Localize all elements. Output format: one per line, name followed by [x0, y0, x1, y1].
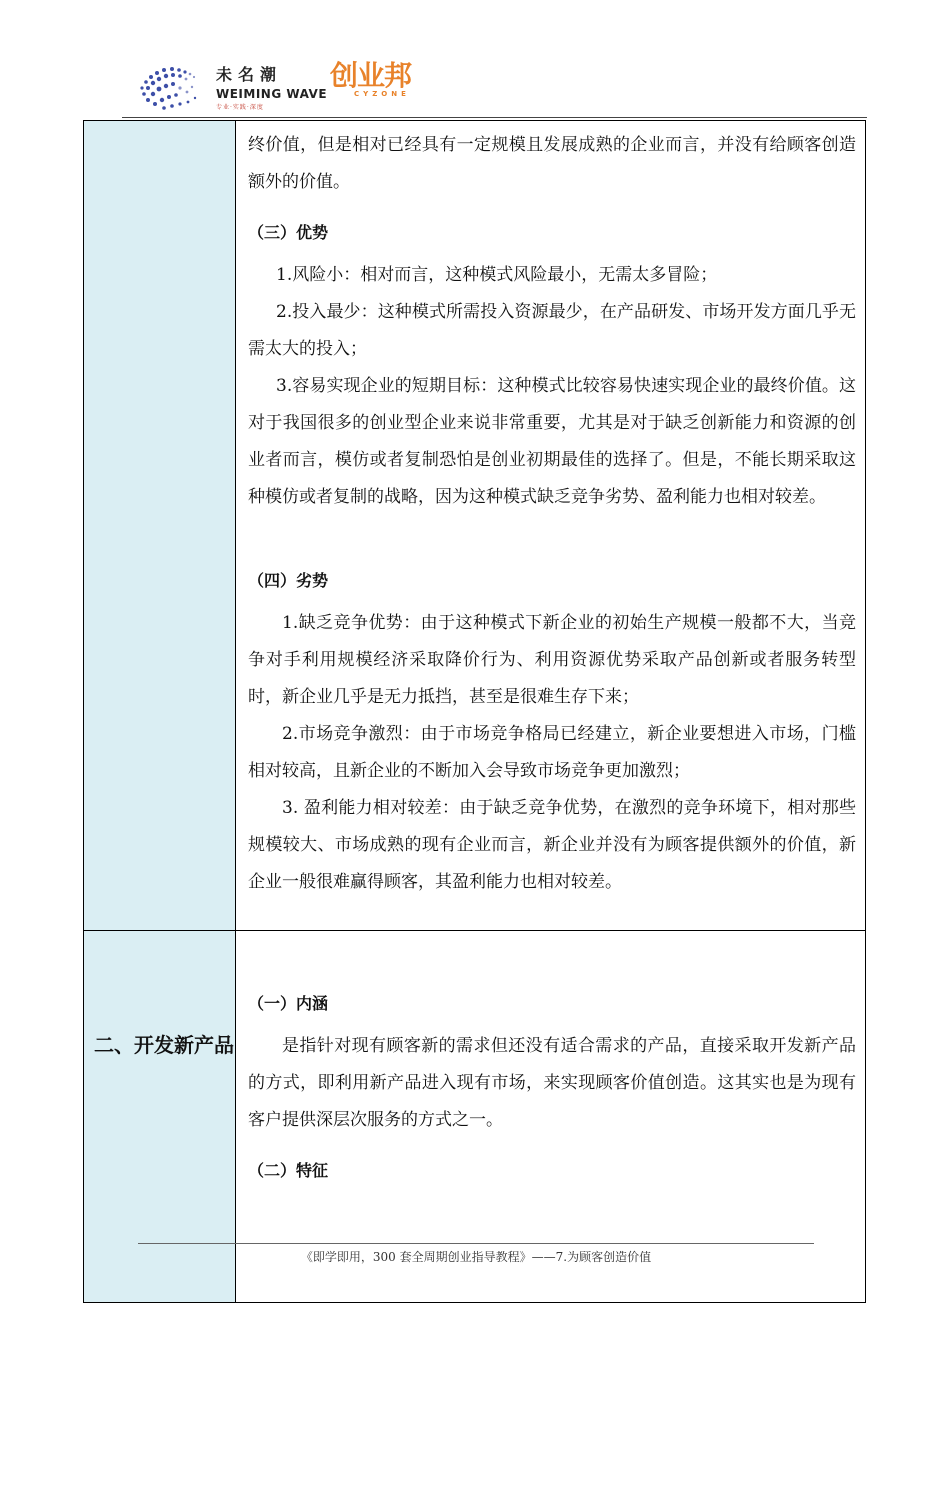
logo-chinese-name: 未名潮	[216, 65, 283, 84]
cyzone-english-name: CYZONE	[354, 90, 410, 98]
heading-advantages: （三）优势	[248, 223, 329, 242]
logo-tagline: 专业·实践·深度	[216, 104, 264, 111]
definition-paragraph: 是指针对现有顾客新的需求但还没有适合需求的产品，直接采取开发新产品的方式，即利用新产品进入现有市场，来实现顾客价值创造。这其实也是为现有客户提供深层次服务的方式之一。	[248, 1036, 856, 1130]
paragraph-continuation: 终价值，但是相对已经具有一定规模且发展成熟的企业而言，并没有给顾客创造额外的价值。	[248, 135, 856, 192]
page-footer: 《即学即用，300 套全周期创业指导教程》——7.为顾客创造价值	[300, 1250, 652, 1264]
weiming-wave-wordmark	[216, 62, 327, 111]
disadvantage-item-2: 2.市场竞争激烈：由于市场竞争格局已经建立，新企业要想进入市场，门槛相对较高，且新企业的不断加入会导致市场竞争更加激烈；	[248, 724, 856, 781]
row1-label-cell	[83, 120, 236, 931]
footer-divider	[138, 1243, 814, 1244]
cyzone-chinese-name: 创业邦	[330, 59, 412, 92]
row1-content-cell	[236, 120, 866, 931]
content-table	[83, 120, 866, 1491]
heading-definition: （一）内涵	[248, 994, 329, 1013]
heading-disadvantages: （四）劣势	[248, 571, 329, 590]
advantage-item-2: 2.投入最少：这种模式所需投入资源最少，在产品研发、市场开发方面几乎无需太大的投入；	[248, 302, 856, 359]
heading-features: （二）特征	[248, 1161, 329, 1180]
logo-english-name: WEIMING WAVE	[216, 87, 328, 101]
disadvantage-item-1: 1.缺乏竞争优势：由于这种模式下新企业的初始生产规模一般都不大，当竞争对手利用规模经济采取降价行为、利用资源优势采取产品创新或者服务转型时，新企业几乎是无力抵挡，甚至是很难生存下来；	[248, 613, 856, 707]
advantage-item-3: 3.容易实现企业的短期目标：这种模式比较容易快速实现企业的最终价值。这对于我国很多的创业型企业来说非常重要，尤其是对于缺乏创新能力和资源的创业者而言，模仿或者复制恐怕是创业初期最佳的选择了。但是，不能长期采取这种模仿或者复制的战略，因为这种模式缺乏竞争劣势、盈利能力也相对较差。	[248, 376, 856, 507]
advantage-item-1: 1.风险小：相对而言，这种模式风险最小，无需太多冒险；	[276, 265, 718, 285]
header-divider	[122, 117, 867, 118]
section-title-new-product: 二、开发新产品	[94, 1033, 234, 1057]
disadvantage-item-3: 3. 盈利能力相对较差：由于缺乏竞争优势，在激烈的竞争环境下，相对那些规模较大、市场成熟的现有企业而言，新企业并没有为顾客提供额外的价值，新企业一般很难赢得顾客，其盈利能力也相对较差。	[248, 798, 856, 892]
cyzone-logo	[330, 60, 411, 98]
page-header	[132, 52, 432, 116]
weiming-wave-logo-icon	[132, 58, 212, 112]
